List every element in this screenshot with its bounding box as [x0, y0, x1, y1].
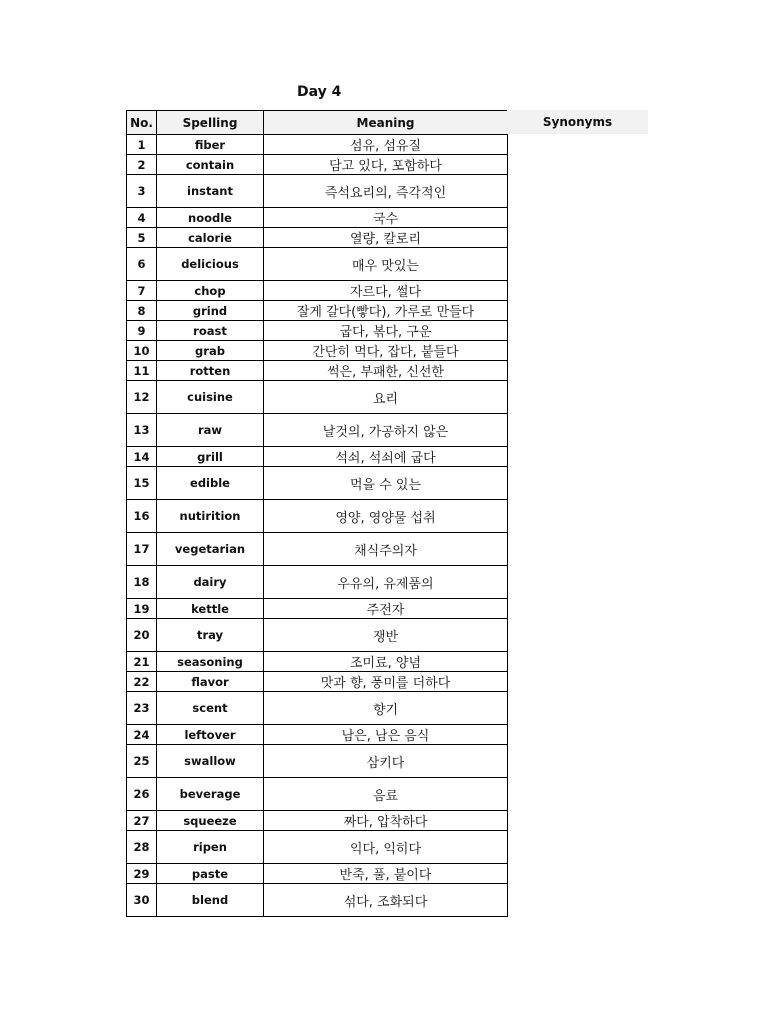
table-row	[127, 228, 508, 248]
cell-no: 18	[127, 566, 157, 599]
header-no: No.	[127, 111, 157, 135]
cell-meaning: 간단히 먹다, 잡다, 붙들다	[264, 341, 508, 361]
cell-spelling: grind	[157, 301, 264, 321]
cell-spelling: raw	[157, 414, 264, 447]
cell-no: 20	[127, 619, 157, 652]
table-row	[127, 414, 508, 447]
header-meaning: Meaning	[264, 111, 508, 135]
cell-meaning: 즉석요리의, 즉각적인	[264, 175, 508, 208]
cell-no: 30	[127, 884, 157, 917]
table-row	[127, 381, 508, 414]
cell-meaning: 열량, 칼로리	[264, 228, 508, 248]
table-row	[127, 672, 508, 692]
header-synonyms: Synonyms	[507, 110, 648, 134]
cell-spelling: grab	[157, 341, 264, 361]
table-row	[127, 467, 508, 500]
cell-no: 1	[127, 135, 157, 155]
cell-spelling: swallow	[157, 745, 264, 778]
cell-meaning: 굽다, 볶다, 구운	[264, 321, 508, 341]
cell-spelling: seasoning	[157, 652, 264, 672]
cell-meaning: 석쇠, 석쇠에 굽다	[264, 447, 508, 467]
cell-no: 3	[127, 175, 157, 208]
table-row	[127, 248, 508, 281]
cell-no: 5	[127, 228, 157, 248]
table-row	[127, 155, 508, 175]
cell-spelling: chop	[157, 281, 264, 301]
table-row	[127, 341, 508, 361]
cell-no: 13	[127, 414, 157, 447]
vocabulary-table	[126, 110, 508, 917]
cell-meaning: 향기	[264, 692, 508, 725]
cell-no: 28	[127, 831, 157, 864]
cell-no: 26	[127, 778, 157, 811]
page-title: Day 4	[297, 84, 342, 100]
cell-no: 29	[127, 864, 157, 884]
cell-no: 9	[127, 321, 157, 341]
table-row	[127, 135, 508, 155]
table-row	[127, 321, 508, 341]
cell-meaning: 영양, 영양물 섭취	[264, 500, 508, 533]
cell-no: 23	[127, 692, 157, 725]
table-row	[127, 208, 508, 228]
cell-spelling: tray	[157, 619, 264, 652]
cell-spelling: ripen	[157, 831, 264, 864]
cell-meaning: 섬유, 섬유질	[264, 135, 508, 155]
table-row	[127, 599, 508, 619]
cell-meaning: 삼키다	[264, 745, 508, 778]
table-row	[127, 884, 508, 917]
table-row	[127, 864, 508, 884]
cell-meaning: 반죽, 풀, 붙이다	[264, 864, 508, 884]
table-row	[127, 692, 508, 725]
cell-meaning: 익다, 익히다	[264, 831, 508, 864]
cell-spelling: vegetarian	[157, 533, 264, 566]
table-body	[127, 135, 508, 917]
cell-no: 21	[127, 652, 157, 672]
table-row	[127, 301, 508, 321]
table-row	[127, 281, 508, 301]
cell-spelling: kettle	[157, 599, 264, 619]
table-row	[127, 831, 508, 864]
cell-no: 25	[127, 745, 157, 778]
cell-spelling: squeeze	[157, 811, 264, 831]
cell-no: 27	[127, 811, 157, 831]
table-row	[127, 175, 508, 208]
table-row	[127, 361, 508, 381]
cell-no: 8	[127, 301, 157, 321]
cell-spelling: contain	[157, 155, 264, 175]
cell-no: 12	[127, 381, 157, 414]
cell-meaning: 섞다, 조화되다	[264, 884, 508, 917]
cell-meaning: 썩은, 부패한, 신선한	[264, 361, 508, 381]
table-header-row	[127, 111, 508, 135]
cell-spelling: instant	[157, 175, 264, 208]
cell-no: 11	[127, 361, 157, 381]
table-row	[127, 500, 508, 533]
cell-spelling: beverage	[157, 778, 264, 811]
cell-no: 6	[127, 248, 157, 281]
cell-meaning: 조미료, 양념	[264, 652, 508, 672]
cell-spelling: noodle	[157, 208, 264, 228]
cell-no: 24	[127, 725, 157, 745]
cell-spelling: flavor	[157, 672, 264, 692]
cell-meaning: 채식주의자	[264, 533, 508, 566]
cell-meaning: 짜다, 압착하다	[264, 811, 508, 831]
cell-spelling: blend	[157, 884, 264, 917]
cell-spelling: scent	[157, 692, 264, 725]
cell-no: 17	[127, 533, 157, 566]
cell-meaning: 날것의, 가공하지 않은	[264, 414, 508, 447]
cell-no: 16	[127, 500, 157, 533]
cell-no: 19	[127, 599, 157, 619]
cell-spelling: fiber	[157, 135, 264, 155]
cell-meaning: 국수	[264, 208, 508, 228]
table-row	[127, 745, 508, 778]
header-spelling: Spelling	[157, 111, 264, 135]
cell-no: 14	[127, 447, 157, 467]
cell-spelling: edible	[157, 467, 264, 500]
table-row	[127, 725, 508, 745]
table-row	[127, 778, 508, 811]
cell-no: 4	[127, 208, 157, 228]
cell-spelling: leftover	[157, 725, 264, 745]
cell-meaning: 음료	[264, 778, 508, 811]
cell-meaning: 남은, 남은 음식	[264, 725, 508, 745]
cell-meaning: 담고 있다, 포함하다	[264, 155, 508, 175]
cell-no: 10	[127, 341, 157, 361]
cell-no: 7	[127, 281, 157, 301]
cell-meaning: 먹을 수 있는	[264, 467, 508, 500]
cell-meaning: 맛과 향, 풍미를 더하다	[264, 672, 508, 692]
table-row	[127, 811, 508, 831]
cell-spelling: rotten	[157, 361, 264, 381]
cell-spelling: grill	[157, 447, 264, 467]
cell-meaning: 매우 맛있는	[264, 248, 508, 281]
table-row	[127, 447, 508, 467]
cell-meaning: 주전자	[264, 599, 508, 619]
cell-spelling: cuisine	[157, 381, 264, 414]
cell-meaning: 잘게 갈다(빻다), 가루로 만들다	[264, 301, 508, 321]
cell-no: 22	[127, 672, 157, 692]
cell-spelling: paste	[157, 864, 264, 884]
cell-meaning: 요리	[264, 381, 508, 414]
cell-spelling: delicious	[157, 248, 264, 281]
cell-spelling: dairy	[157, 566, 264, 599]
cell-spelling: calorie	[157, 228, 264, 248]
table-row	[127, 566, 508, 599]
cell-meaning: 쟁반	[264, 619, 508, 652]
cell-no: 15	[127, 467, 157, 500]
table-row	[127, 652, 508, 672]
cell-no: 2	[127, 155, 157, 175]
cell-meaning: 우유의, 유제품의	[264, 566, 508, 599]
cell-spelling: nutirition	[157, 500, 264, 533]
table-row	[127, 619, 508, 652]
table-row	[127, 533, 508, 566]
cell-spelling: roast	[157, 321, 264, 341]
cell-meaning: 자르다, 썰다	[264, 281, 508, 301]
